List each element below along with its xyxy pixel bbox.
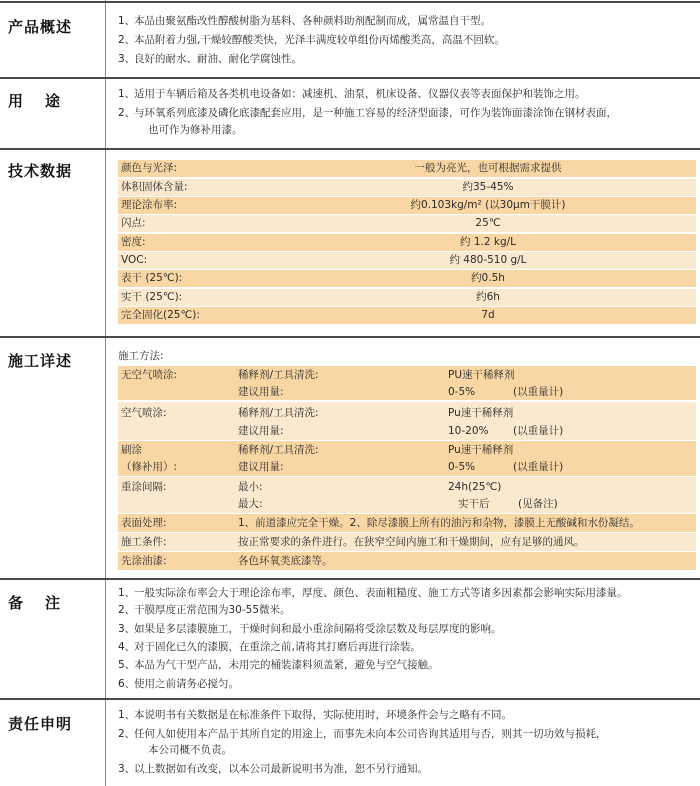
airless-block bbox=[118, 366, 696, 400]
disclaimer-title: 责任申明 bbox=[8, 715, 73, 733]
recoat-max-note: (见备注) bbox=[518, 498, 558, 510]
brush-name-2: （修补用）: bbox=[121, 461, 178, 473]
section-divider bbox=[0, 148, 700, 150]
remarks-item: 6、使用之前请务必搅匀。 bbox=[118, 678, 239, 690]
tech-value: 约35-45% bbox=[462, 181, 514, 193]
tech-row bbox=[118, 234, 696, 251]
brush-block bbox=[118, 441, 696, 476]
tech-row bbox=[118, 270, 696, 287]
surface-label: 表面处理: bbox=[121, 517, 167, 529]
tech-label: VOC: bbox=[121, 254, 148, 266]
thinner-label: 稀释剂/工具清洗: bbox=[238, 369, 319, 381]
dosage-note: (以重量计) bbox=[513, 386, 564, 398]
tech-label: 体积固体含量: bbox=[121, 181, 188, 193]
thinner-label: 稀释剂/工具清洗: bbox=[238, 407, 319, 419]
thinner-value: Pu速干稀释剂 bbox=[448, 444, 514, 456]
usage-title: 用途 bbox=[8, 92, 83, 110]
brush-name: 刷涂 bbox=[121, 444, 142, 456]
thinner-value: PU速干稀释剂 bbox=[448, 369, 515, 381]
tech-value: 约6h bbox=[476, 291, 500, 303]
tech-row bbox=[118, 289, 696, 306]
dosage-value: 10-20% bbox=[448, 425, 489, 437]
surface-row bbox=[118, 514, 696, 532]
tech-value: 一般为亮光，也可根据需求提供 bbox=[414, 162, 562, 174]
conditions-label: 施工条件: bbox=[121, 536, 167, 548]
recoat-name: 重涂间隔: bbox=[121, 481, 167, 493]
overview-item: 1、本品由聚氨酯改性醇酸树脂为基料、各种颜料助剂配制而成，属常温自干型。 bbox=[118, 15, 491, 27]
tech-row bbox=[118, 160, 696, 177]
tech-label: 闪点: bbox=[121, 217, 146, 229]
tech-label: 理论涂布率: bbox=[121, 199, 178, 211]
tech-row bbox=[118, 179, 696, 196]
airless-name: 无空气喷涂: bbox=[121, 369, 178, 381]
air-block bbox=[118, 402, 696, 440]
section-divider bbox=[0, 336, 700, 338]
primer-row bbox=[118, 552, 696, 570]
dosage-note: (以重量计) bbox=[513, 461, 564, 473]
primer-text: 各色环氧类底漆等。 bbox=[238, 555, 333, 567]
column-divider bbox=[105, 0, 106, 786]
method-label: 施工方法: bbox=[118, 350, 164, 362]
remarks-item: 4、对于固化已久的漆膜，在重涂之前,请将其打磨后再进行涂装。 bbox=[118, 641, 421, 653]
air-name: 空气喷涂: bbox=[121, 407, 167, 419]
section-divider bbox=[0, 698, 700, 700]
remarks-title: 备注 bbox=[8, 594, 83, 612]
tech-label: 完全固化(25℃): bbox=[121, 309, 200, 321]
tech-row bbox=[118, 215, 696, 232]
dosage-value: 0-5% bbox=[448, 386, 476, 398]
remarks-item: 3、如果是多层漆膜施工，干燥时间和最小重涂间隔将受涂层数及每层厚度的影响。 bbox=[118, 623, 502, 635]
disclaimer-continuation: 本公司概不负责。 bbox=[148, 744, 232, 756]
tech-value: 约0.103kg/m² (以30μm干膜计) bbox=[410, 199, 566, 211]
remarks-item: 2、干膜厚度正常范围为30-55微米。 bbox=[118, 604, 291, 616]
tech-value: 25℃ bbox=[475, 217, 501, 229]
conditions-text: 按正常要求的条件进行。在狭窄空间内施工和干燥期间，应有足够的通风。 bbox=[238, 536, 585, 548]
tech-value: 约 1.2 kg/L bbox=[459, 236, 516, 248]
surface-text: 1、前道漆应完全干燥。2、除尽漆膜上所有的油污和杂物，漆膜上无酸碱和水份凝结。 bbox=[238, 517, 640, 529]
primer-label: 先涂油漆: bbox=[121, 555, 167, 567]
remarks-item: 1、一般实际涂布率会大于理论涂布率，厚度、颜色、表面粗糙度、施工方式等诸多因素都会影响实际用漆量。 bbox=[118, 587, 628, 599]
overview-item: 3、良好的耐水、耐油、耐化学腐蚀性。 bbox=[118, 53, 302, 65]
dosage-label: 建议用量: bbox=[238, 425, 284, 437]
remarks-item: 5、本品为气干型产品，未用完的桶装漆料须盖紧，避免与空气接触。 bbox=[118, 659, 439, 671]
section-divider bbox=[0, 578, 700, 580]
tech-title: 技术数据 bbox=[8, 162, 73, 180]
dosage-value: 0-5% bbox=[448, 461, 476, 473]
disclaimer-item: 1、本说明书有关数据是在标准条件下取得，实际使用时，环境条件会与之略有不同。 bbox=[118, 709, 512, 721]
recoat-block bbox=[118, 477, 696, 513]
overview-item: 2、本品附着力强,干燥较醇酸类快，光泽丰满度较单组份丙烯酸类高，高温不回软。 bbox=[118, 34, 505, 46]
recoat-min-label: 最小: bbox=[238, 481, 263, 493]
thinner-label: 稀释剂/工具清洗: bbox=[238, 444, 319, 456]
usage-continuation: 也可作为修补用漆。 bbox=[148, 124, 243, 136]
tech-value: 7d bbox=[481, 309, 495, 321]
tech-value: 约 480-510 g/L bbox=[449, 254, 527, 266]
tech-label: 表干 (25℃): bbox=[121, 272, 183, 284]
dosage-label: 建议用量: bbox=[238, 386, 284, 398]
tech-row bbox=[118, 197, 696, 214]
tech-label: 颜色与光泽: bbox=[121, 162, 178, 174]
recoat-max-label: 最大: bbox=[238, 498, 263, 510]
recoat-min-value: 24h(25℃) bbox=[448, 481, 502, 493]
thinner-value: Pu速干稀释剂 bbox=[448, 407, 514, 419]
section-divider bbox=[0, 1, 700, 3]
dosage-label: 建议用量: bbox=[238, 461, 284, 473]
tech-label: 密度: bbox=[121, 236, 146, 248]
tech-row bbox=[118, 307, 696, 324]
disclaimer-item: 3、以上数据如有改变，以本公司最新说明书为准，恕不另行通知。 bbox=[118, 763, 428, 775]
overview-title: 产品概述 bbox=[8, 18, 73, 36]
usage-item: 2、与环氧系列底漆及磷化底漆配套应用，是一种施工容易的经济型面漆，可作为装饰面漆涂饰在钢材表面， bbox=[118, 107, 617, 119]
conditions-row bbox=[118, 533, 696, 551]
application-title: 施工详述 bbox=[8, 352, 73, 370]
tech-label: 实干 (25℃): bbox=[121, 291, 183, 303]
dosage-note: (以重量计) bbox=[513, 425, 564, 437]
tech-row bbox=[118, 252, 696, 269]
disclaimer-item: 2、任何人如使用本产品于其所自定的用途上，而事先未向本公司咨询其适用与否，则其一切功效与损耗， bbox=[118, 728, 607, 740]
usage-item: 1、适用于车辆后箱及各类机电设备如：减速机、油泵，机床设备、仪器仪表等表面保护和装饰之用。 bbox=[118, 88, 586, 100]
section-divider bbox=[0, 77, 700, 79]
tech-value: 约0.5h bbox=[471, 272, 505, 284]
recoat-max-value: 实干后 bbox=[458, 498, 490, 510]
